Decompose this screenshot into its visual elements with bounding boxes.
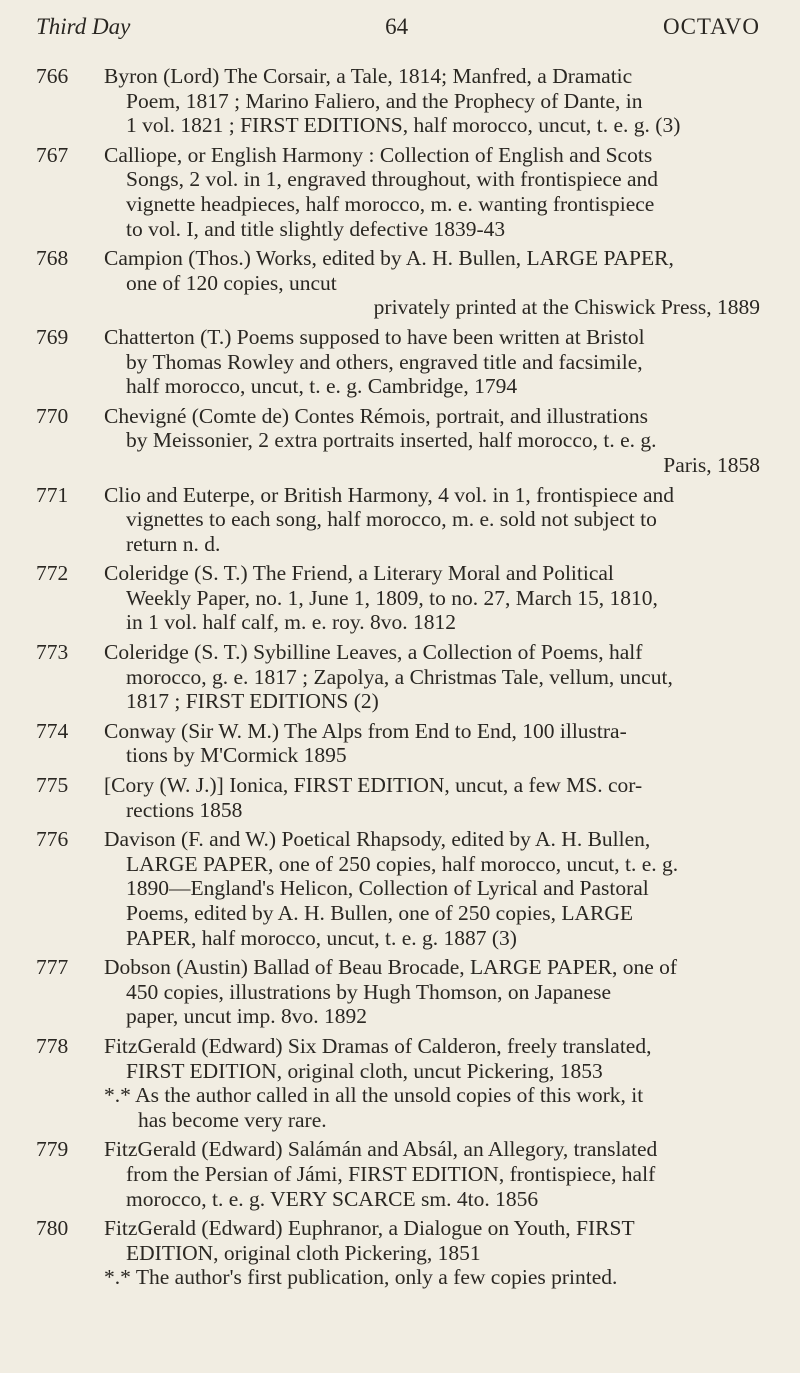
lot-number: 767 <box>36 142 69 167</box>
lot-line: Coleridge (S. T.) Sybilline Leaves, a Collection of Poems, half <box>104 640 643 665</box>
lot-line: 450 copies, illustrations by Hugh Thomson, on Japanese <box>126 979 612 1004</box>
lot-line: vignette headpieces, half morocco, m. e. wanting frontispiece <box>126 191 655 216</box>
lot-line: by Thomas Rowley and others, engraved title and facsimile, <box>126 349 643 374</box>
lot-entry <box>36 955 760 1029</box>
lot-entry <box>36 404 760 478</box>
lot-line: FitzGerald (Edward) Salámán and Absál, an Allegory, translated <box>104 1137 658 1162</box>
lot-line: PAPER, half morocco, uncut, t. e. g. 1887 (3) <box>126 925 517 950</box>
lot-line: Byron (Lord) The Corsair, a Tale, 1814; Manfred, a Dramatic <box>104 64 633 88</box>
lot-number: 769 <box>36 324 69 349</box>
lot-line: Songs, 2 vol. in 1, engraved throughout, with frontispiece and <box>126 167 659 192</box>
lot-number: 771 <box>36 482 69 507</box>
page-header <box>36 14 760 54</box>
lot-line: paper, uncut imp. 8vo. 1892 <box>126 1004 367 1029</box>
lot-entry <box>36 827 760 950</box>
lot-line: Calliope, or English Harmony : Collection of English and Scots <box>104 142 653 167</box>
lot-number: 775 <box>36 773 69 798</box>
lot-line: privately printed at the Chiswick Press, 1889 <box>373 295 760 320</box>
lot-line: vignettes to each song, half morocco, m. e. sold not subject to <box>126 507 657 532</box>
lot-number: 772 <box>36 561 69 586</box>
lot-line: in 1 vol. half calf, m. e. roy. 8vo. 1812 <box>126 610 456 635</box>
lot-entry <box>36 561 760 635</box>
lot-line: 1890—England's Helicon, Collection of Lyrical and Pastoral <box>126 876 649 901</box>
lot-entry <box>36 1216 760 1290</box>
lot-number: 774 <box>36 718 69 743</box>
lot-line: FitzGerald (Edward) Euphranor, a Dialogue on Youth, FIRST <box>104 1216 635 1241</box>
lot-line: 1817 ; FIRST EDITIONS (2) <box>126 689 379 714</box>
lot-entry <box>36 719 760 768</box>
lot-note <box>104 1083 760 1132</box>
lot-entry <box>36 640 760 714</box>
lot-number: 766 <box>36 64 69 88</box>
lot-entry <box>36 64 760 138</box>
lot-entry <box>36 325 760 399</box>
header-format: OCTAVO <box>662 14 760 39</box>
lot-number: 780 <box>36 1216 69 1241</box>
lot-number: 773 <box>36 640 69 665</box>
lot-line: Chatterton (T.) Poems supposed to have been written at Bristol <box>104 324 645 349</box>
lot-line: rections 1858 <box>126 797 243 822</box>
lot-line: one of 120 copies, uncut <box>126 270 337 295</box>
lot-line: Conway (Sir W. M.) The Alps from End to End, 100 illustra- <box>104 718 627 743</box>
lot-line: Poem, 1817 ; Marino Faliero, and the Prophecy of Dante, in <box>126 88 643 113</box>
lot-number: 770 <box>36 403 69 428</box>
lot-line: by Meissonier, 2 extra portraits inserted, half morocco, t. e. g. <box>126 428 657 453</box>
lot-line: half morocco, uncut, t. e. g. Cambridge, 1794 <box>126 374 518 399</box>
lot-number: 778 <box>36 1033 69 1058</box>
lot-line: return n. d. <box>126 531 221 556</box>
lot-note <box>104 1265 760 1290</box>
lot-entry <box>36 143 760 241</box>
lot-line: FitzGerald (Edward) Six Dramas of Calderon, freely translated, <box>104 1033 652 1058</box>
lot-entry <box>36 246 760 320</box>
header-day: Third Day <box>36 14 131 39</box>
lot-line: to vol. I, and title slightly defective 1839-43 <box>126 216 506 241</box>
lot-line: Dobson (Austin) Ballad of Beau Brocade, LARGE PAPER, one of <box>104 955 678 980</box>
lot-entry <box>36 773 760 822</box>
lot-note-line: *.* The author's first publication, only a few copies printed. <box>104 1265 618 1290</box>
lot-number: 779 <box>36 1137 69 1162</box>
lot-line: EDITION, original cloth Pickering, 1851 <box>126 1240 481 1265</box>
lot-line: morocco, t. e. g. VERY SCARCE sm. 4to. 1856 <box>126 1186 539 1211</box>
lot-note-line: *.* As the author called in all the unsold copies of this work, it <box>104 1083 644 1108</box>
lot-line: 1 vol. 1821 ; FIRST EDITIONS, half morocco, uncut, t. e. g. (3) <box>126 113 681 138</box>
lot-line: Campion (Thos.) Works, edited by A. H. Bullen, LARGE PAPER, <box>104 246 674 271</box>
lot-line: from the Persian of Jámi, FIRST EDITION, frontispiece, half <box>126 1161 656 1186</box>
lot-entry <box>36 1034 760 1132</box>
lot-line: Paris, 1858 <box>663 452 760 477</box>
lot-note-line: has become very rare. <box>138 1107 327 1132</box>
lot-line: Weekly Paper, no. 1, June 1, 1809, to no. 27, March 15, 1810, <box>126 585 658 610</box>
lot-number: 776 <box>36 827 69 852</box>
lot-line: [Cory (W. J.)] Ionica, FIRST EDITION, uncut, a few MS. cor- <box>104 773 643 798</box>
page-number: 64 <box>385 14 409 39</box>
lot-entry <box>36 1137 760 1211</box>
lot-line: tions by M'Cormick 1895 <box>126 743 347 768</box>
lot-number: 777 <box>36 955 69 980</box>
lot-line: Davison (F. and W.) Poetical Rhapsody, edited by A. H. Bullen, <box>104 827 651 852</box>
lot-line: Coleridge (S. T.) The Friend, a Literary Moral and Political <box>104 561 614 586</box>
lot-line: LARGE PAPER, one of 250 copies, half morocco, uncut, t. e. g. <box>126 851 679 876</box>
lot-line: Chevigné (Comte de) Contes Rémois, portrait, and illustrations <box>104 403 648 428</box>
lot-line: Clio and Euterpe, or British Harmony, 4 vol. in 1, frontispiece and <box>104 482 675 507</box>
lot-entry <box>36 483 760 557</box>
lot-number: 768 <box>36 246 69 271</box>
lot-line: Poems, edited by A. H. Bullen, one of 250 copies, LARGE <box>126 901 633 925</box>
lot-list <box>36 64 760 1290</box>
lot-line: FIRST EDITION, original cloth, uncut Pickering, 1853 <box>126 1058 603 1083</box>
lot-line: morocco, g. e. 1817 ; Zapolya, a Christmas Tale, vellum, uncut, <box>126 664 673 689</box>
